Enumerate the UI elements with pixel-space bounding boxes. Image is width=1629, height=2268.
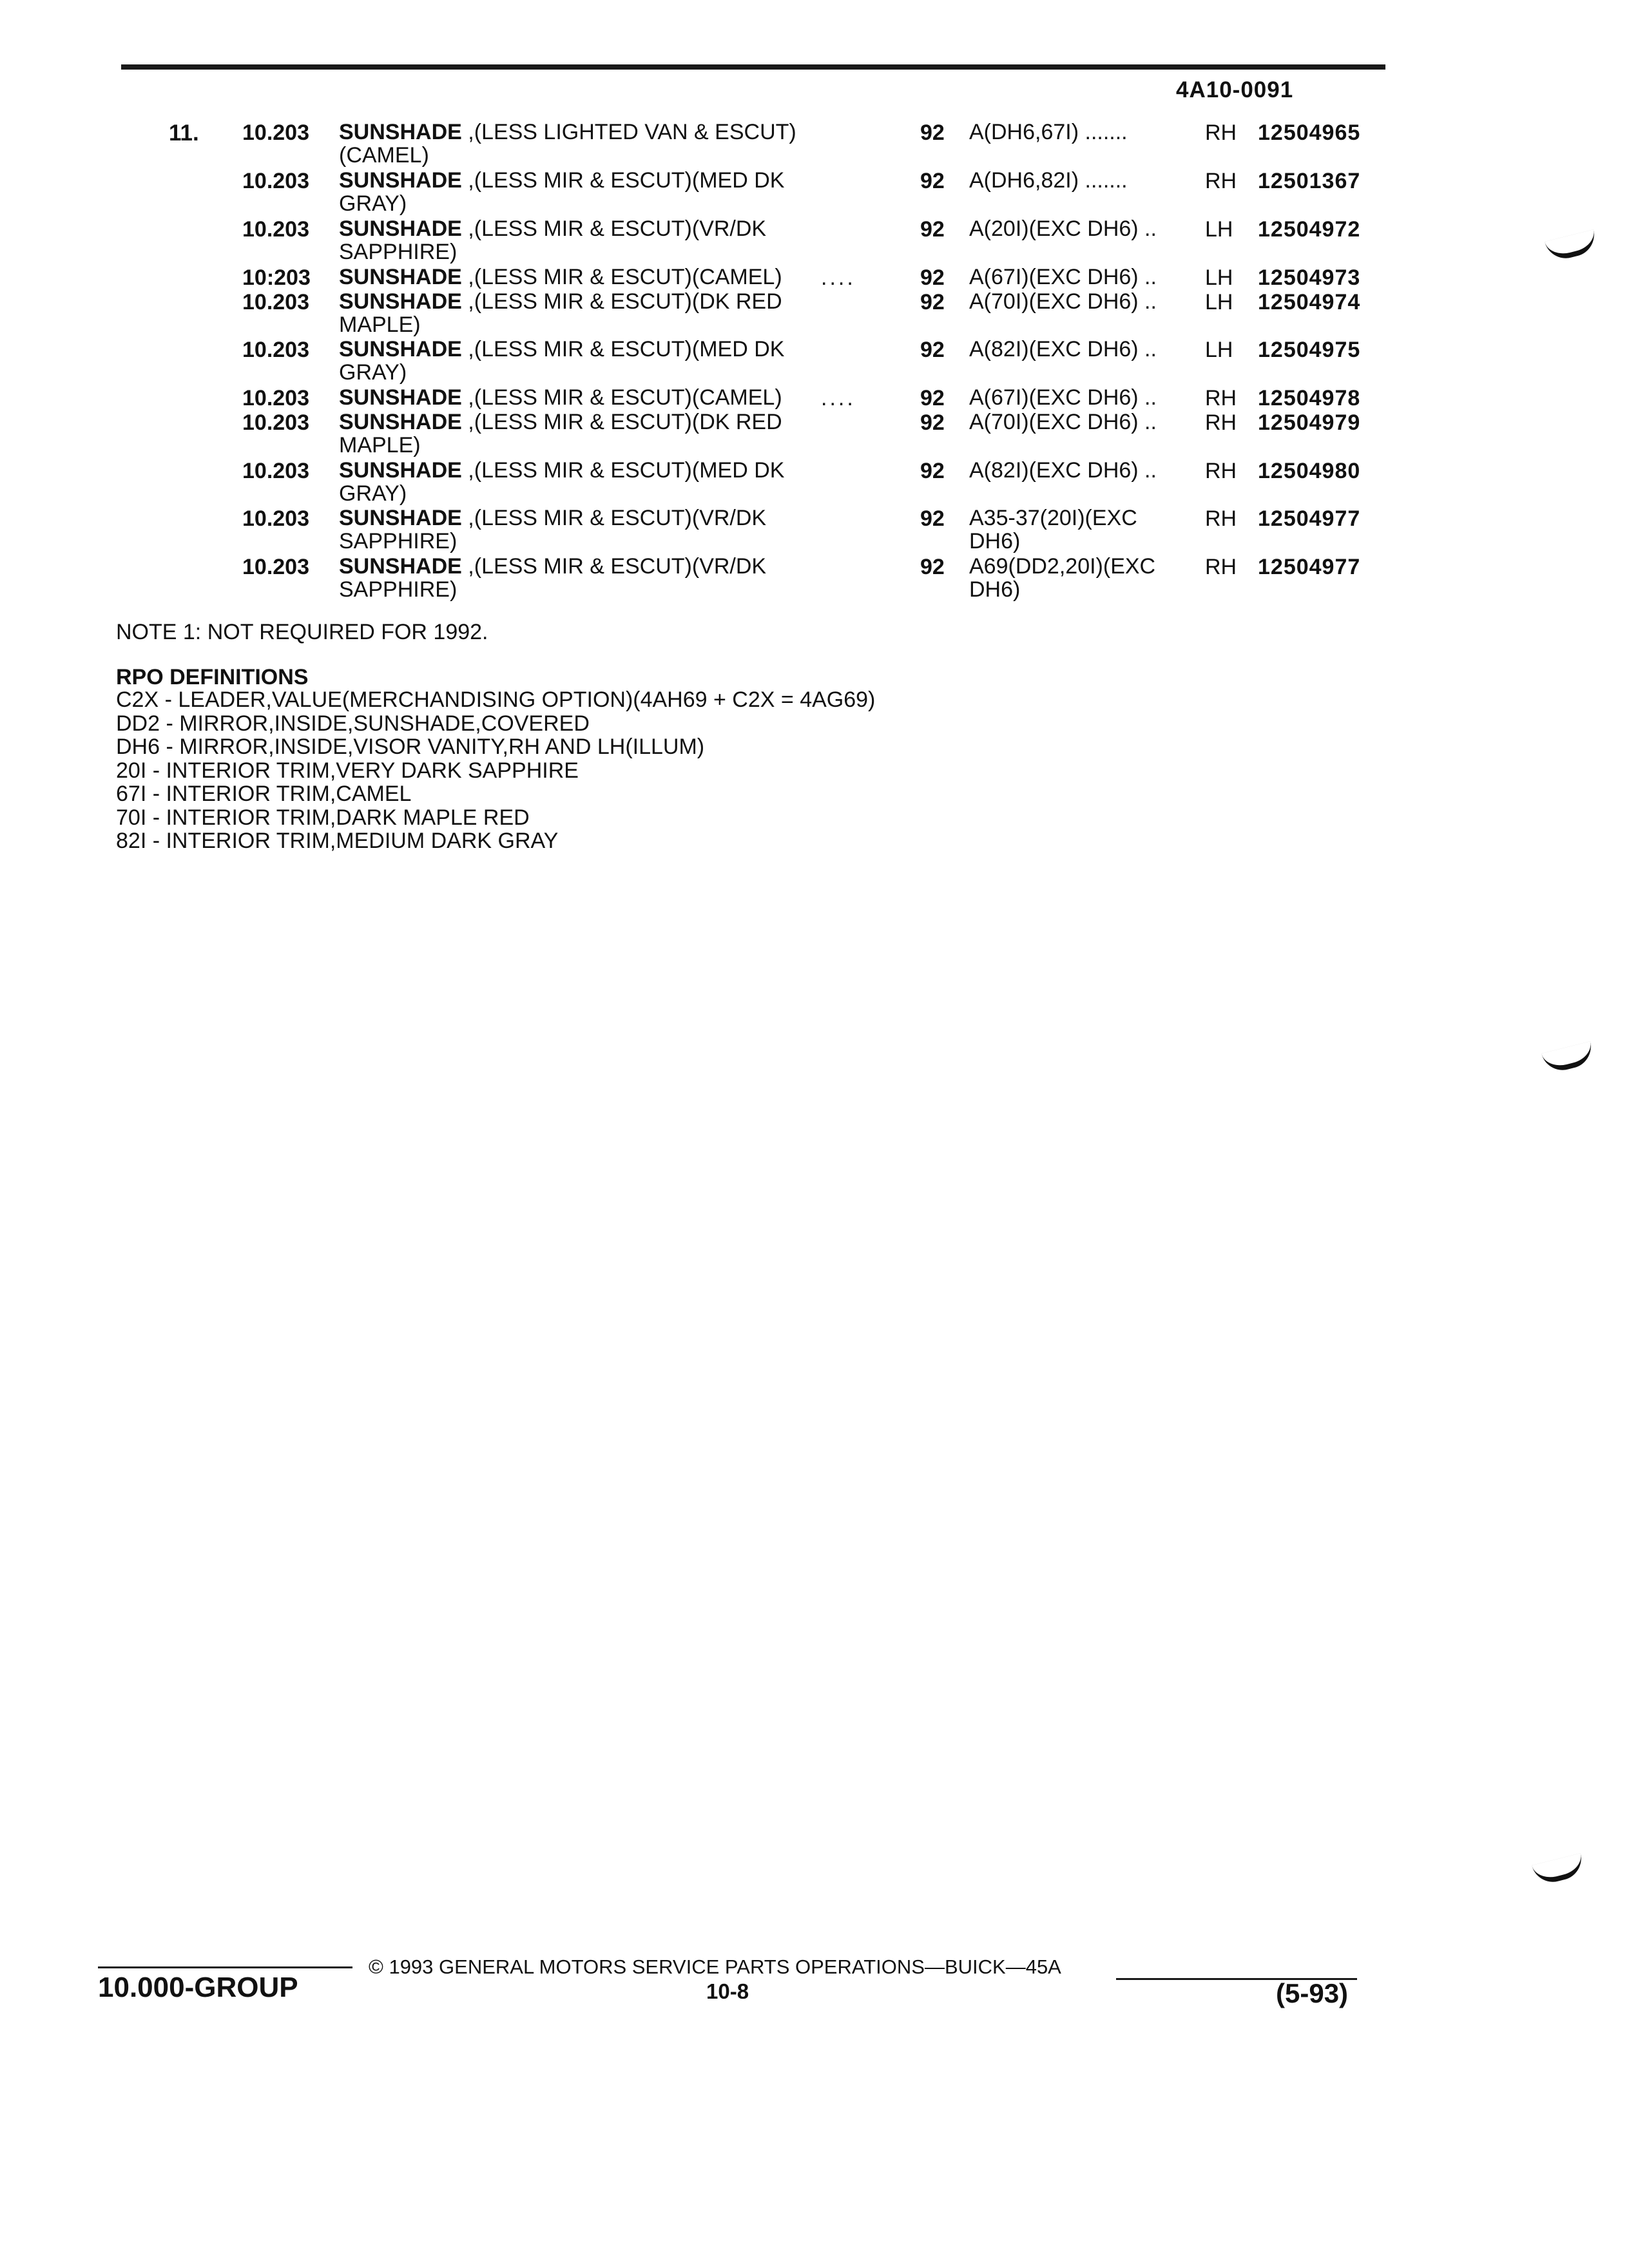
- side-indicator: RH: [1205, 120, 1237, 145]
- side-indicator: LH: [1205, 290, 1233, 314]
- group-number: 10.203: [242, 169, 309, 193]
- parts-row: [0, 555, 1629, 600]
- rpo-definition: DH6 - MIRROR,INSIDE,VISOR VANITY,RH AND LH(ILLUM): [116, 735, 705, 759]
- usage-code: [969, 217, 1201, 240]
- parts-row: [0, 506, 1629, 552]
- description-line-1: ,(LESS MIR & ESCUT)(DK RED: [468, 410, 782, 434]
- part-number: 12504978: [1258, 386, 1361, 410]
- part-number: 12504972: [1258, 217, 1361, 242]
- description-line-2: MAPLE): [339, 433, 421, 457]
- side-indicator: LH: [1205, 338, 1233, 362]
- usage-line-1: A69(DD2,20I)(EXC: [969, 554, 1156, 579]
- part-description: [339, 120, 829, 167]
- part-number: 12504965: [1258, 120, 1361, 145]
- model-year: 92: [920, 410, 945, 435]
- part-number: 12504974: [1258, 290, 1361, 314]
- usage-code: [969, 386, 1201, 409]
- model-year: 92: [920, 217, 945, 242]
- model-year: 92: [920, 120, 945, 145]
- part-number: 12504977: [1258, 506, 1361, 531]
- footer-date: (5-93): [1276, 1978, 1349, 2008]
- description-line-2: GRAY): [339, 191, 407, 216]
- description-line-2: SAPPHIRE): [339, 240, 458, 264]
- part-description: [339, 555, 829, 601]
- model-year: 92: [920, 338, 945, 362]
- description-line-2: GRAY): [339, 481, 407, 506]
- usage-code: [969, 169, 1201, 192]
- usage-code: [969, 555, 1201, 601]
- side-indicator: RH: [1205, 459, 1237, 483]
- usage-code: [969, 506, 1201, 553]
- part-name: SUNSHADE: [339, 337, 462, 361]
- description-line-1: ,(LESS MIR & ESCUT)(DK RED: [468, 289, 782, 314]
- side-indicator: RH: [1205, 169, 1237, 193]
- description-line-2: GRAY): [339, 360, 407, 385]
- group-number: 10.203: [242, 120, 309, 145]
- part-description: [339, 338, 829, 384]
- model-year: 92: [920, 265, 945, 290]
- usage-code: [969, 120, 1201, 144]
- group-number: 10:203: [242, 265, 311, 290]
- note-text: NOTE 1: NOT REQUIRED FOR 1992.: [116, 620, 488, 644]
- top-rule: [121, 64, 1385, 70]
- rpo-definition: 67I - INTERIOR TRIM,CAMEL: [116, 782, 412, 806]
- usage-line-1: A(82I)(EXC DH6) ..: [969, 337, 1157, 361]
- usage-code: [969, 338, 1201, 361]
- part-description: [339, 459, 829, 505]
- part-name: SUNSHADE: [339, 506, 462, 530]
- footer-copyright: © 1993 GENERAL MOTORS SERVICE PARTS OPERATIONS—BUICK—45A: [369, 1956, 1061, 1978]
- usage-line-2: DH6): [969, 529, 1021, 553]
- model-year: 92: [920, 169, 945, 193]
- parts-row: [0, 338, 1629, 383]
- group-number: 10.203: [242, 555, 309, 579]
- part-name: SUNSHADE: [339, 554, 462, 579]
- usage-line-1: A(70I)(EXC DH6) ..: [969, 289, 1157, 314]
- footer-rule-left: [98, 1966, 352, 1968]
- description-line-2: SAPPHIRE): [339, 529, 458, 553]
- group-number: 10.203: [242, 290, 309, 314]
- rpo-definition: 70I - INTERIOR TRIM,DARK MAPLE RED: [116, 805, 530, 830]
- parts-row: [0, 120, 1629, 166]
- description-line-1: ,(LESS MIR & ESCUT)(CAMEL): [468, 265, 782, 289]
- description-line-1: ,(LESS MIR & ESCUT)(VR/DK: [468, 506, 767, 530]
- description-line-2: MAPLE): [339, 312, 421, 337]
- model-year: 92: [920, 386, 945, 410]
- rpo-definition: 20I - INTERIOR TRIM,VERY DARK SAPPHIRE: [116, 758, 579, 783]
- side-indicator: LH: [1205, 265, 1233, 290]
- part-description: [339, 290, 829, 336]
- usage-line-1: A(67I)(EXC DH6) ..: [969, 265, 1157, 289]
- model-year: 92: [920, 506, 945, 531]
- group-number: 10.203: [242, 338, 309, 362]
- side-indicator: RH: [1205, 386, 1237, 410]
- usage-code: [969, 265, 1201, 289]
- description-line-1: ,(LESS MIR & ESCUT)(MED DK: [468, 337, 785, 361]
- usage-line-1: A(DH6,82I) .......: [969, 168, 1128, 193]
- part-description: [339, 410, 829, 457]
- side-indicator: RH: [1205, 410, 1237, 435]
- usage-line-1: A(DH6,67I) .......: [969, 120, 1128, 144]
- part-number: 12504980: [1258, 459, 1361, 483]
- part-description: [339, 386, 829, 409]
- usage-line-1: A(82I)(EXC DH6) ..: [969, 458, 1157, 483]
- punch-hole-mark: [1541, 1041, 1595, 1075]
- part-description: [339, 217, 829, 264]
- description-line-1: ,(LESS MIR & ESCUT)(MED DK: [468, 168, 785, 193]
- group-number: 10.203: [242, 506, 309, 531]
- footer-group-label: 10.000-GROUP: [98, 1972, 298, 2003]
- group-number: 10.203: [242, 410, 309, 435]
- usage-code: [969, 290, 1201, 313]
- usage-line-2: DH6): [969, 577, 1021, 602]
- parts-row: [0, 217, 1629, 262]
- leader-dots: ....: [821, 265, 856, 290]
- rpo-definition: 82I - INTERIOR TRIM,MEDIUM DARK GRAY: [116, 829, 559, 853]
- reference-code: 4A10-0091: [1176, 77, 1294, 102]
- description-line-1: ,(LESS MIR & ESCUT)(VR/DK: [468, 554, 767, 579]
- parts-row: [0, 169, 1629, 214]
- model-year: 92: [920, 555, 945, 579]
- parts-row: [0, 290, 1629, 335]
- model-year: 92: [920, 459, 945, 483]
- leader-dots: ....: [821, 386, 856, 410]
- usage-line-1: A(70I)(EXC DH6) ..: [969, 410, 1157, 434]
- side-indicator: RH: [1205, 506, 1237, 531]
- side-indicator: RH: [1205, 555, 1237, 579]
- part-number: 12504977: [1258, 555, 1361, 579]
- part-description: [339, 265, 829, 289]
- side-indicator: LH: [1205, 217, 1233, 242]
- part-name: SUNSHADE: [339, 410, 462, 434]
- description-line-2: SAPPHIRE): [339, 577, 458, 602]
- group-number: 10.203: [242, 217, 309, 242]
- part-name: SUNSHADE: [339, 216, 462, 241]
- rpo-definitions-title: RPO DEFINITIONS: [116, 665, 309, 689]
- description-line-1: ,(LESS LIGHTED VAN & ESCUT): [468, 120, 796, 144]
- rpo-definitions-list: [116, 688, 875, 853]
- part-description: [339, 169, 829, 215]
- part-number: 12501367: [1258, 169, 1361, 193]
- group-number: 10.203: [242, 459, 309, 483]
- description-line-2: (CAMEL): [339, 143, 429, 168]
- part-name: SUNSHADE: [339, 458, 462, 483]
- group-number: 10.203: [242, 386, 309, 410]
- part-number: 12504979: [1258, 410, 1361, 435]
- description-line-1: ,(LESS MIR & ESCUT)(CAMEL): [468, 385, 782, 410]
- rpo-definition: C2X - LEADER,VALUE(MERCHANDISING OPTION)(4AH69 + C2X = 4AG69): [116, 687, 876, 712]
- part-name: SUNSHADE: [339, 385, 462, 410]
- usage-line-1: A(67I)(EXC DH6) ..: [969, 385, 1157, 410]
- part-description: [339, 506, 829, 553]
- model-year: 92: [920, 290, 945, 314]
- part-name: SUNSHADE: [339, 168, 462, 193]
- usage-line-1: A(20I)(EXC DH6) ..: [969, 216, 1157, 241]
- punch-hole-mark: [1532, 1853, 1586, 1887]
- parts-row: [0, 410, 1629, 456]
- part-number: 12504975: [1258, 338, 1361, 362]
- rpo-definition: DD2 - MIRROR,INSIDE,SUNSHADE,COVERED: [116, 711, 590, 736]
- usage-code: [969, 459, 1201, 482]
- part-name: SUNSHADE: [339, 265, 462, 289]
- parts-row: [0, 459, 1629, 504]
- usage-code: [969, 410, 1201, 434]
- item-number: 11.: [169, 120, 199, 146]
- usage-line-1: A35-37(20I)(EXC: [969, 506, 1137, 530]
- page-number: 10-8: [706, 1979, 749, 2003]
- description-line-1: ,(LESS MIR & ESCUT)(VR/DK: [468, 216, 767, 241]
- description-line-1: ,(LESS MIR & ESCUT)(MED DK: [468, 458, 785, 483]
- part-name: SUNSHADE: [339, 120, 462, 144]
- part-number: 12504973: [1258, 265, 1361, 290]
- part-name: SUNSHADE: [339, 289, 462, 314]
